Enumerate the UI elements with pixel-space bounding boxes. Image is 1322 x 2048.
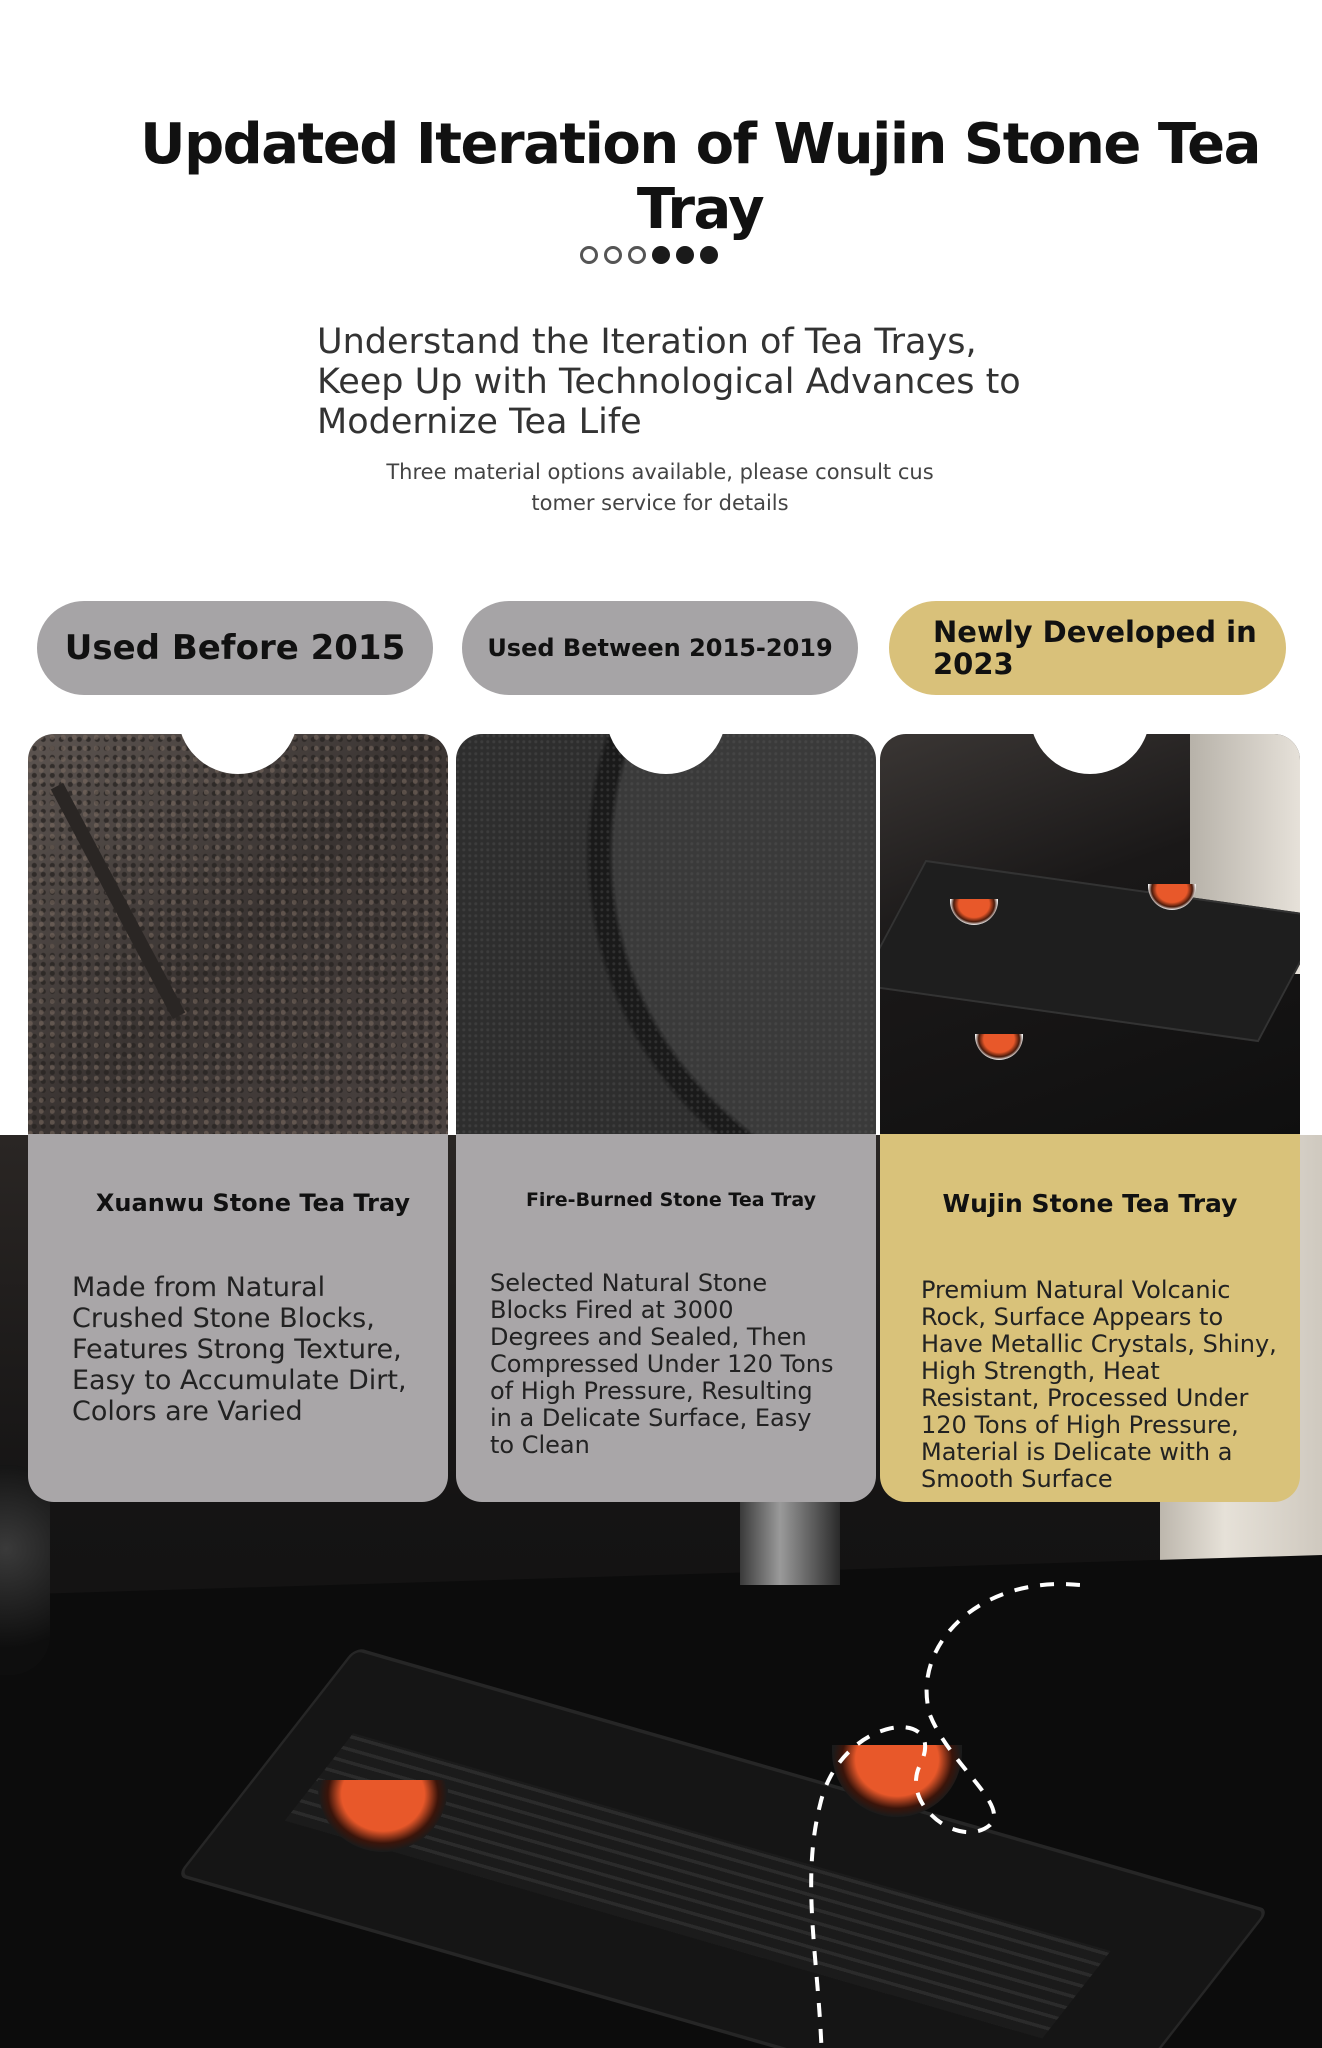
card-info [880, 1134, 1300, 1502]
wujin-stone-tray-image [880, 734, 1300, 1134]
stone-seam [51, 783, 185, 1019]
carousel-dot[interactable] [628, 246, 646, 264]
era-pill-before-2015: Used Before 2015 [37, 601, 433, 695]
carousel-dot[interactable] [580, 246, 598, 264]
card-xuanwu-stone [28, 734, 448, 1502]
card-notch [1030, 734, 1150, 774]
page-title: Updated Iteration of Wujin Stone Tea Tray [140, 112, 1260, 242]
card-description: Premium Natural Volcanic Rock, Surface Appears to Have Metallic Crystals, Shiny, High Strength, Heat Resistant, Processed Under 120 Tons of High Pressure, Material is Delicate with a Smooth Surface [921, 1276, 1277, 1493]
card-info [456, 1134, 876, 1502]
card-notch [178, 734, 298, 774]
card-fire-burned-stone [456, 734, 876, 1502]
card-notch [606, 734, 726, 774]
card-title: Fire-Burned Stone Tea Tray [525, 1189, 817, 1211]
xuanwu-stone-texture-image [28, 734, 448, 1134]
card-title: Wujin Stone Tea Tray [942, 1189, 1238, 1218]
carousel-dot-active[interactable] [676, 246, 694, 264]
fire-burned-stone-texture-image [456, 734, 876, 1134]
card-title: Xuanwu Stone Tea Tray [95, 1189, 411, 1217]
card-description: Selected Natural Stone Blocks Fired at 3000 Degrees and Sealed, Then Compressed Under 120 Tons of High Pressure, Resulting in a Delicate Surface, Easy to Clean [490, 1269, 834, 1459]
carousel-dot[interactable] [604, 246, 622, 264]
section-subtitle: Understand the Iteration of Tea Trays, Keep Up with Technological Advances to Modernize Tea Life [317, 322, 1021, 442]
carousel-dot-active[interactable] [700, 246, 718, 264]
carousel-indicator [580, 246, 718, 270]
card-description: Made from Natural Crushed Stone Blocks, Features Strong Texture, Easy to Accumulate Dirt, Colors are Varied [72, 1272, 407, 1427]
tea-cup-image [975, 1034, 1023, 1060]
era-pill-2023: Newly Developed in 2023 [889, 601, 1286, 695]
era-pill-2015-2019: Used Between 2015-2019 [462, 601, 858, 695]
material-note: Three material options available, please consult cus tomer service for details [386, 460, 934, 515]
card-wujin-stone [880, 734, 1300, 1502]
carousel-dot-active[interactable] [652, 246, 670, 264]
card-info [28, 1134, 448, 1502]
dashed-arrow-icon [780, 1505, 1080, 2048]
